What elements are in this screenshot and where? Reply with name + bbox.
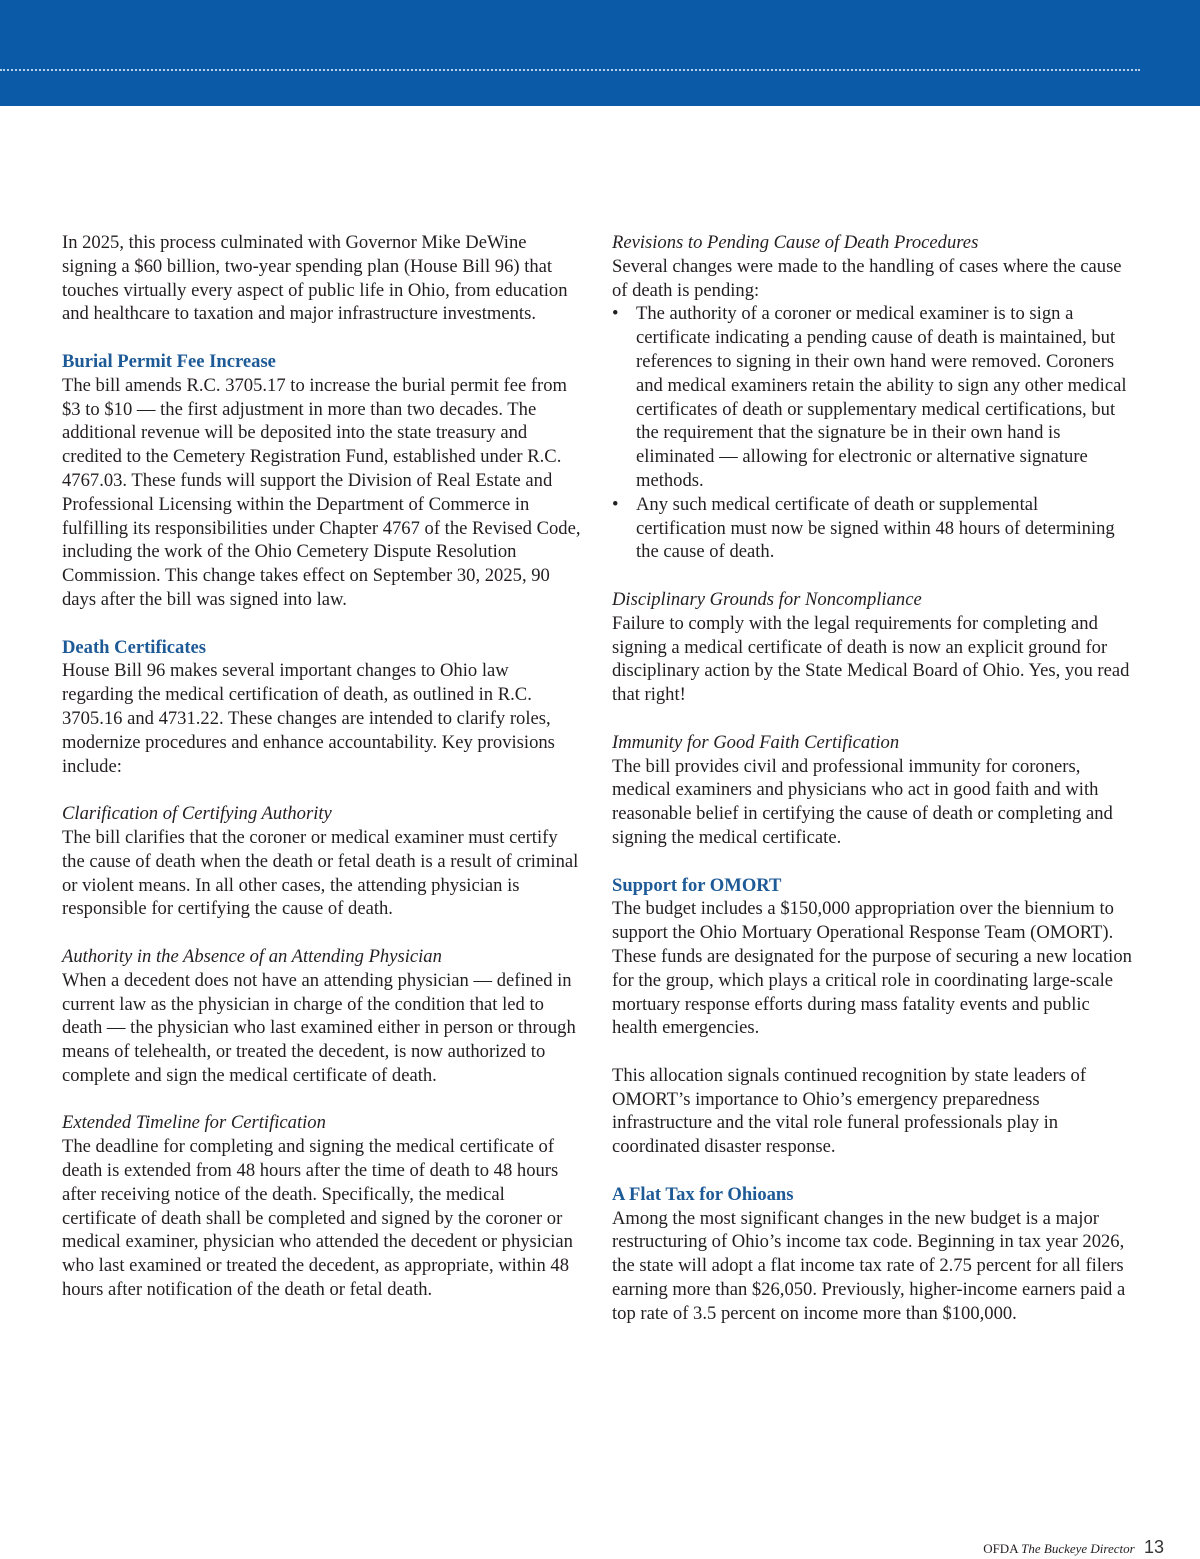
intro-paragraph: In 2025, this process culminated with Governor Mike DeWine signing a $60 billion, two-year spending plan (House Bill 96) that touches virtually every aspect of public life in Ohio, from education and healthcare to taxation and major infrastructure investments.: [62, 232, 568, 325]
absence-paragraph: When a decedent does not have an attending physician — defined in current law as the physician in charge of the condition that led to death — the physician who last examined either in person or through means of telehealth, or treated the decedent, is now authorized to complete and sign the medical certificate of death.: [62, 969, 576, 1086]
right-column: [612, 231, 1132, 1326]
clarification-heading: Clarification of Certifying Authority: [62, 803, 332, 825]
left-column: [62, 231, 582, 1302]
death-certificates-heading: Death Certificates: [62, 636, 207, 658]
pending-paragraph: Several changes were made to the handling of cases where the cause of death is pending:: [612, 255, 1122, 301]
bullet-marker: •: [612, 303, 619, 325]
disciplinary-paragraph: Failure to comply with the legal requirements for completing and signing a medical certificate of death is now an explicit ground for disciplinary action by the State Medical Board of Ohio. Yes, you read that right!: [612, 612, 1130, 706]
pending-heading: Revisions to Pending Cause of Death Procedures: [612, 232, 979, 253]
clarification-paragraph: The bill clarifies that the coroner or medical examiner must certify the cause of death when the death or fetal death is a result of criminal or violent means. In all other cases, the attending physician is responsible for certifying the cause of death.: [62, 826, 579, 920]
disciplinary-heading: Disciplinary Grounds for Noncompliance: [612, 588, 922, 610]
omort-paragraph-2: This allocation signals continued recognition by state leaders of OMORT’s importance to Ohio’s emergency preparedness infrastructure and the vital role funeral professionals play in coordinated disaster response.: [612, 1064, 1087, 1158]
immunity-paragraph: The bill provides civil and professional immunity for coroners, medical examiners and physicians who act in good faith and with reasonable belief in certifying the cause of death or completing and signing the medical certificate.: [612, 755, 1113, 848]
burial-permit-heading: Burial Permit Fee Increase: [62, 350, 276, 372]
list-item: [612, 302, 1132, 492]
page-footer: [983, 1537, 1164, 1559]
omort-paragraph: The budget includes a $150,000 appropriation over the biennium to support the Ohio Mortuary Operational Response Team (OMORT). These funds are designated for the purpose of securing a new location for the group, which plays a critical role in coordinating large-scale mortuary response efforts during mass fatality events and public health emergencies.: [612, 898, 1132, 1039]
omort-heading: Support for OMORT: [612, 874, 782, 896]
footer-org: OFDA: [983, 1541, 1018, 1556]
list-item-text: The authority of a coroner or medical examiner is to sign a certificate indicating a pending cause of death is maintained, but references to signing in their own hand were removed. Coroners and medical examiners retain the ability to sign any other medical certificates of death or supplementary medical certifications, but the requirement that the signature be in their own hand is eliminated — allowing for electronic or alternative signature methods.: [636, 303, 1127, 491]
header-band: [0, 0, 1200, 106]
extended-timeline-paragraph: The deadline for completing and signing the medical certificate of death is extended from 48 hours after the time of death to 48 hours after receiving notice of the death. Specifically, the medical certificate of death shall be completed and signed by the coroner or medical examiner, physician who attended the decedent or physician who last examined or treated the decedent, as appropriate, within 48 hours after notification of the death or fetal death.: [62, 1136, 573, 1301]
flat-tax-heading: A Flat Tax for Ohioans: [612, 1183, 794, 1205]
header-dotted-rule: [0, 69, 1140, 71]
pending-bullet-list: [612, 302, 1132, 564]
extended-timeline-heading: Extended Timeline for Certification: [62, 1112, 326, 1134]
burial-permit-paragraph: The bill amends R.C. 3705.17 to increase the burial permit fee from $3 to $10 — the first adjustment in more than two decades. The additional revenue will be deposited into the state treasury and credited to the Cemetery Registration Fund, established under R.C. 4767.03. These funds will support the Division of Real Estate and Professional Licensing within the Department of Commerce in fulfilling its responsibilities under Chapter 4767 of the Revised Code, including the work of the Ohio Cemetery Dispute Resolution Commission. This change takes effect on September 30, 2025, 90 days after the bill was signed into law.: [62, 374, 581, 610]
immunity-heading: Immunity for Good Faith Certification: [612, 731, 900, 753]
footer-publication: The Buckeye Director: [1021, 1541, 1135, 1556]
death-certificates-paragraph: House Bill 96 makes several important changes to Ohio law regarding the medical certification of death, as outlined in R.C. 3705.16 and 4731.22. These changes are intended to clarify roles, modernize procedures and enhance accountability. Key provisions include:: [62, 660, 555, 777]
flat-tax-paragraph: Among the most significant changes in the new budget is a major restructuring of Ohio’s income tax code. Beginning in tax year 2026, the state will adopt a flat income tax rate of 2.75 percent for all filers earning more than $26,050. Previously, higher-income earners paid a top rate of 3.5 percent on income more than $100,000.: [612, 1207, 1126, 1324]
page-number: 13: [1143, 1537, 1164, 1557]
list-item-text: Any such medical certificate of death or supplemental certification must now be signed within 48 hours of determining the cause of death.: [636, 493, 1115, 563]
bullet-marker: •: [612, 493, 619, 515]
absence-heading: Authority in the Absence of an Attending Physician: [62, 945, 442, 967]
list-item: [612, 493, 1132, 564]
